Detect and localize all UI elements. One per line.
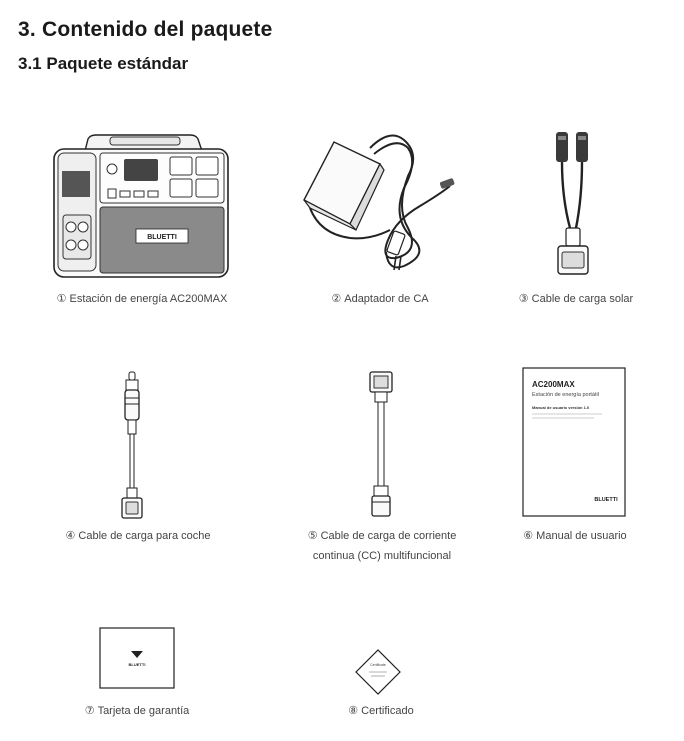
manual-model-text: AC200MAX [532,380,575,389]
item-caption-2: ② Adaptador de CA [331,293,429,305]
section-title: 3. Contenido del paquete [18,18,273,41]
item-caption-7: ⑦ Tarjeta de garantía [84,705,190,717]
manual-subtitle-text: Estación de energía portátil [532,392,599,398]
user-manual-image [522,367,626,517]
power-station-image [50,133,232,281]
manual-version-text: Manual de usuario versión 1.0 [532,405,590,410]
item-caption-1: ① Estación de energía AC200MAX [56,293,228,305]
certificate-image [355,649,401,695]
brand-logo-text: BLUETTI [147,234,177,241]
solar-cable-image [548,128,598,280]
item-caption-8: ⑧ Certificado [348,705,414,717]
warranty-card-image [99,627,175,689]
item-caption-6: ⑥ Manual de usuario [523,530,627,542]
item-caption-3: ③ Cable de carga solar [518,293,634,305]
item-caption-5: ⑤ Cable de carga de corriente continua (CC) multifuncional [307,530,457,562]
ac-adapter-image [300,128,460,280]
dc-cable-image [366,370,396,522]
car-charging-cable-image [118,370,148,522]
warranty-brand-text: BLUETTI [128,662,146,667]
manual-brand-text: BLUETTI [594,497,618,503]
subsection-title: 3.1 Paquete estándar [18,54,189,73]
item-caption-4: ④ Cable de carga para coche [65,530,211,542]
certificate-title-text: Certificate [370,663,386,667]
